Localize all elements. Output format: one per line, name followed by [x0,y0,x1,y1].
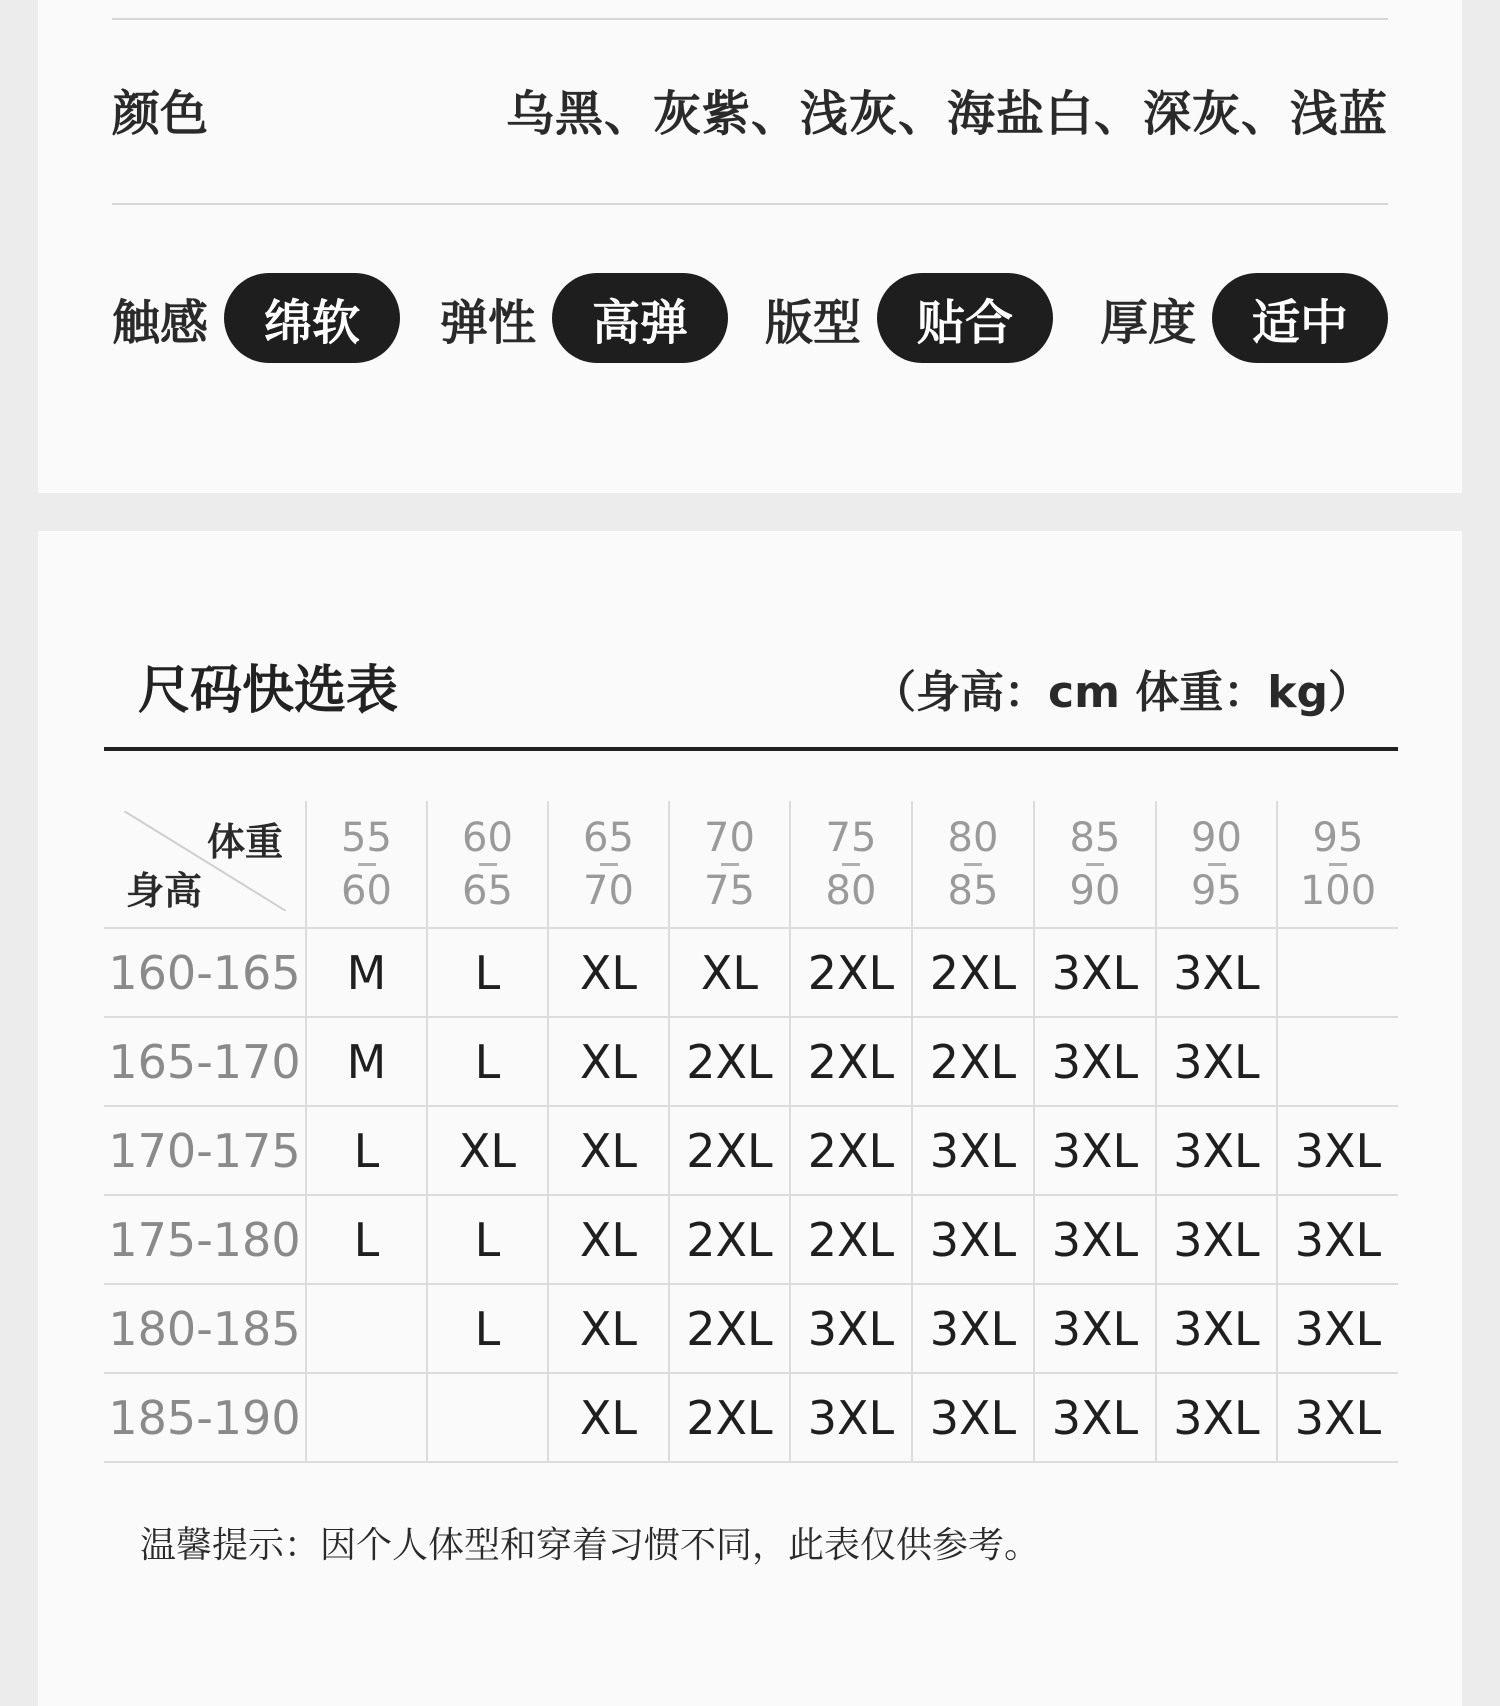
size-cell: L [427,1017,548,1106]
size-cell [427,1373,548,1462]
size-cell [306,1284,427,1373]
size-cell: 2XL [790,1195,912,1284]
table-row [104,1106,1398,1195]
size-chart-card [38,531,1462,1706]
size-cell: XL [548,1373,669,1462]
size-cell: 3XL [1156,1373,1277,1462]
size-cell: 2XL [912,928,1034,1017]
size-cell: 3XL [912,1373,1034,1462]
feature-name: 触感 [112,294,209,351]
size-cell: 2XL [669,1106,790,1195]
weight-range-header [1156,801,1277,928]
corner-weight-label: 体重 [206,820,283,864]
weight-range-header [306,801,427,928]
weight-range-top: 95 [1312,814,1364,861]
feature-name: 版型 [765,294,862,351]
size-cell: 3XL [1277,1195,1398,1284]
size-cell: 3XL [1156,1195,1277,1284]
feature-touch [112,272,400,364]
weight-range-bottom: 100 [1299,867,1377,914]
size-cell: 2XL [669,1284,790,1373]
size-cell: 3XL [1034,1195,1156,1284]
size-cell: XL [548,1106,669,1195]
weight-range-bottom: 95 [1191,867,1242,914]
feature-fit [765,272,1053,364]
size-cell: 2XL [669,1373,790,1462]
table-row [104,1373,1398,1462]
table-row [104,1284,1398,1373]
size-cell: XL [548,1195,669,1284]
size-cell: M [306,928,427,1017]
size-table [104,801,1398,1463]
weight-range-top: 70 [704,814,755,861]
weight-range-top: 75 [825,814,877,861]
corner-header [104,801,306,928]
divider [112,203,1388,205]
size-cell: L [427,1284,548,1373]
color-values: 乌黑、灰紫、浅灰、海盐白、深灰、浅蓝 [505,86,1388,142]
size-cell: 2XL [669,1017,790,1106]
height-range-label: 180-185 [104,1284,306,1373]
size-tip: 温馨提示：因个人体型和穿着习惯不同，此表仅供参考。 [140,1525,1041,1566]
weight-range-top: 80 [947,814,999,861]
corner-height-label: 身高 [126,869,203,913]
size-cell: 3XL [1156,1017,1277,1106]
size-cell [306,1373,427,1462]
size-cell: 3XL [1277,1106,1398,1195]
size-cell: 3XL [790,1284,912,1373]
feature-name: 厚度 [1100,294,1197,351]
weight-range-header [912,801,1034,928]
size-cell: 2XL [790,1106,912,1195]
size-cell: 3XL [1034,1284,1156,1373]
size-cell: 3XL [1156,1106,1277,1195]
feature-name: 弹性 [440,294,537,351]
table-row [104,1195,1398,1284]
divider [112,18,1388,20]
height-range-label: 185-190 [104,1373,306,1462]
weight-range-header [1034,801,1156,928]
table-row [104,928,1398,1017]
size-cell: XL [548,1284,669,1373]
size-cell: 2XL [912,1017,1034,1106]
title-divider [104,747,1398,751]
size-cell: 3XL [1034,1106,1156,1195]
feature-badge: 适中 [1212,273,1388,363]
weight-range-top: 65 [583,814,634,861]
table-row [104,1017,1398,1106]
weight-range-bottom: 85 [947,867,999,914]
height-range-label: 160-165 [104,928,306,1017]
weight-range-header [1277,801,1398,928]
height-range-label: 170-175 [104,1106,306,1195]
size-cell: 3XL [1156,928,1277,1017]
size-cell: 3XL [1277,1373,1398,1462]
size-cell: L [427,1195,548,1284]
weight-range-header [669,801,790,928]
size-cell [1277,928,1398,1017]
feature-row [112,272,1388,364]
size-cell: 3XL [790,1373,912,1462]
feature-elasticity [440,272,728,364]
size-cell: 2XL [790,1017,912,1106]
size-cell: 3XL [912,1106,1034,1195]
size-cell: 2XL [790,928,912,1017]
size-cell: 3XL [912,1284,1034,1373]
size-cell: 3XL [912,1195,1034,1284]
height-range-label: 165-170 [104,1017,306,1106]
size-cell: 3XL [1034,1017,1156,1106]
size-cell: XL [548,1017,669,1106]
size-cell: 3XL [1156,1284,1277,1373]
size-cell: XL [427,1106,548,1195]
size-chart-title: 尺码快选表 [138,661,399,721]
weight-range-bottom: 60 [341,867,392,914]
weight-range-top: 55 [341,814,392,861]
weight-range-bottom: 75 [704,867,755,914]
size-cell: M [306,1017,427,1106]
feature-badge: 高弹 [552,273,728,363]
size-cell: XL [669,928,790,1017]
product-attributes-card [38,0,1462,493]
feature-badge: 绵软 [224,273,400,363]
weight-range-header [790,801,912,928]
height-range-label: 175-180 [104,1195,306,1284]
weight-header-row [104,801,1398,928]
weight-range-bottom: 70 [583,867,634,914]
color-label: 颜色 [112,86,209,142]
weight-range-header [548,801,669,928]
weight-range-bottom: 90 [1069,867,1121,914]
size-cell: 3XL [1277,1284,1398,1373]
weight-range-top: 60 [462,814,513,861]
weight-range-bottom: 80 [825,867,877,914]
size-cell: L [427,928,548,1017]
size-cell: L [306,1195,427,1284]
feature-thickness [1100,272,1388,364]
unit-note: （身高：cm 体重：kg） [871,667,1372,718]
size-cell: 3XL [1034,928,1156,1017]
weight-range-top: 90 [1191,814,1242,861]
size-cell: L [306,1106,427,1195]
feature-badge: 贴合 [877,273,1053,363]
size-cell: 2XL [669,1195,790,1284]
size-cell: 3XL [1034,1373,1156,1462]
weight-range-header [427,801,548,928]
weight-range-bottom: 65 [462,867,513,914]
weight-range-top: 85 [1069,814,1121,861]
size-cell [1277,1017,1398,1106]
size-cell: XL [548,928,669,1017]
